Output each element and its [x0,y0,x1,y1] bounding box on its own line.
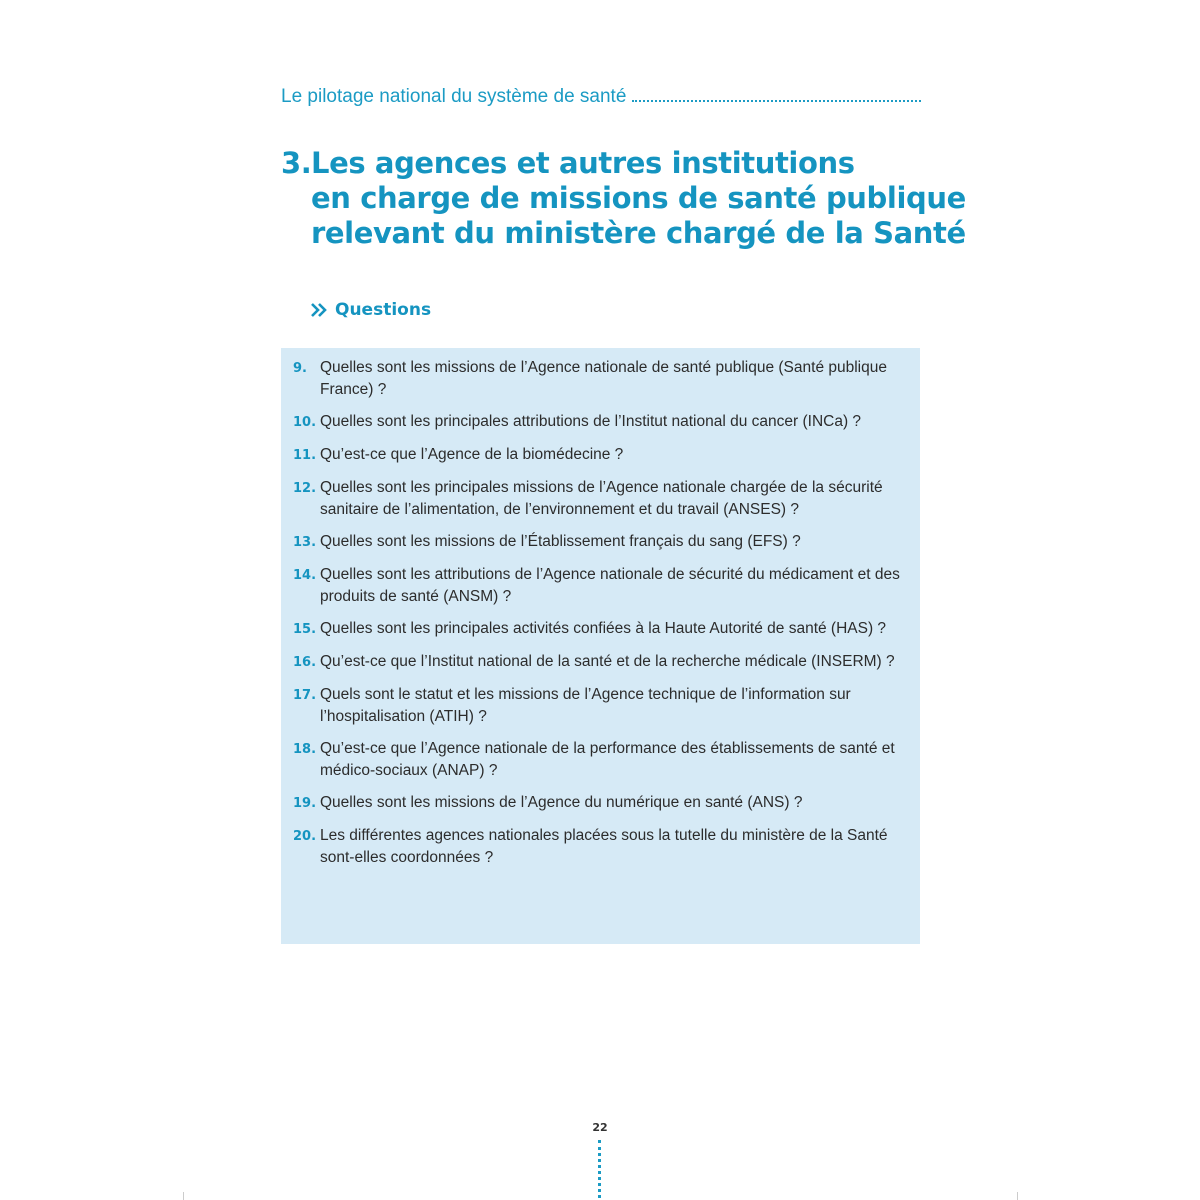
question-number: 10. [293,415,317,430]
question-number: 9. [293,361,307,376]
list-item [293,564,906,608]
section-heading-label: Questions [335,300,432,320]
list-item [293,357,906,401]
question-text: Qu’est-ce que l’Institut national de la santé et de la recherche médicale (INSERM) ? [320,653,895,670]
question-text: Quelles sont les missions de l’Agence nationale de santé publique (Santé publique France) ? [320,359,887,398]
question-text: Quelles sont les attributions de l’Agence nationale de sécurité du médicament et des produits de santé (ANSM) ? [320,566,900,605]
question-text: Quelles sont les principales missions de l’Agence nationale chargée de la sécurité sanitaire de l’alimentation, de l’environnement et du travail (ANSES) ? [320,479,883,518]
list-item [293,531,906,554]
chapter-title-line: Les agences et autres institutions [311,146,855,180]
list-item [293,684,906,728]
question-text: Qu’est-ce que l’Agence de la biomédecine ? [320,446,624,463]
crop-mark [183,1192,184,1200]
question-number: 18. [293,742,317,757]
question-text: Les différentes agences nationales placées sous la tutelle du ministère de la Santé sont-elles coordonnées ? [320,827,888,866]
chapter-title-line: relevant du ministère chargé de la Santé [311,216,966,250]
question-number: 13. [293,535,317,550]
question-number: 17. [293,688,317,703]
question-number: 15. [293,622,317,637]
question-list [281,348,920,944]
list-item [293,738,906,782]
question-text: Quelles sont les principales attributions de l’Institut national du cancer (INCa) ? [320,413,862,430]
question-number: 19. [293,796,317,811]
question-text: Quelles sont les principales activités confiées à la Haute Autorité de santé (HAS) ? [320,620,887,637]
list-item [293,444,906,467]
page-number: 22 [592,1121,608,1134]
running-head-text: Le pilotage national du système de santé [281,86,627,107]
chapter-number: 3. [281,146,312,180]
question-text: Quelles sont les missions de l’Établissement français du sang (EFS) ? [320,533,801,550]
page-number-dotted-rule [598,1140,601,1198]
question-number: 12. [293,481,317,496]
question-text: Quels sont le statut et les missions de l’Agence technique de l’information sur l’hospitalisation (ATIH) ? [320,686,851,725]
question-number: 16. [293,655,317,670]
list-item [293,411,906,434]
chapter-title-line: en charge de missions de santé publique [311,181,966,215]
question-text: Qu’est-ce que l’Agence nationale de la performance des établissements de santé et médico-sociaux (ANAP) ? [320,740,895,779]
dotted-leader [632,100,921,102]
list-item [293,792,906,815]
list-item [293,477,906,521]
section-heading [311,300,431,320]
list-item [293,618,906,641]
question-text: Quelles sont les missions de l’Agence du numérique en santé (ANS) ? [320,794,803,811]
question-number: 20. [293,829,317,844]
crop-mark [1017,1192,1018,1200]
running-head [281,80,921,108]
question-number: 14. [293,568,317,583]
chapter-title [281,146,966,251]
list-item [293,651,906,674]
double-chevron-right-icon [311,303,327,317]
question-number: 11. [293,448,317,463]
list-item [293,825,906,869]
